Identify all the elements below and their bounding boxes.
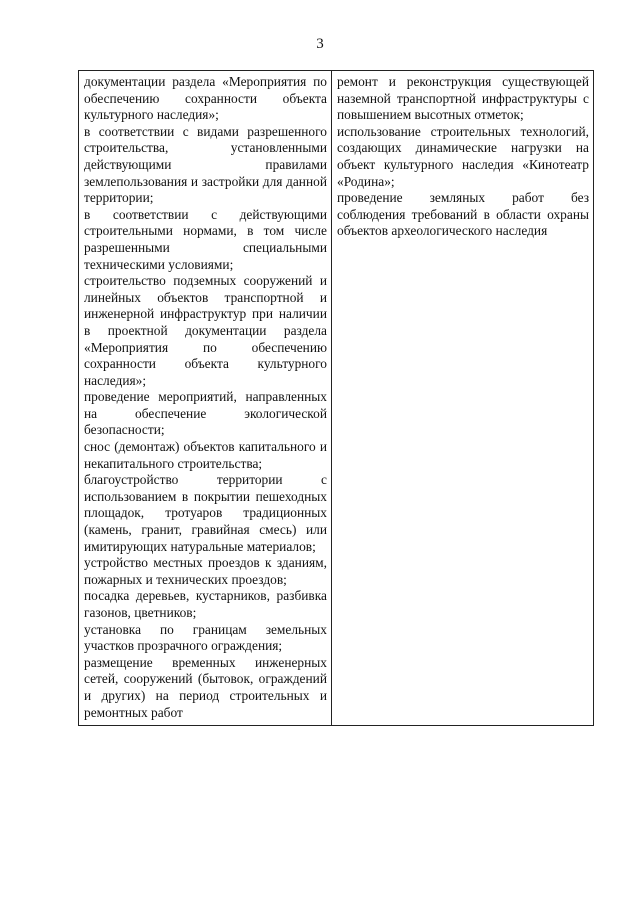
list-item: в соответствии с видами разрешенного строительства, установленными действующими правилами землепользования и застройки для данной территории; bbox=[84, 123, 327, 206]
list-item: благоустройство территории с использованием в покрытии пешеходных площадок, тротуаров традиционных (камень, гранит, гравийная смесь) или имитирующих натуральные материалов; bbox=[84, 472, 327, 554]
list-item: проведение мероприятий, направленных на обеспечение экологической безопасности; bbox=[84, 389, 327, 438]
list-item: в соответствии с действующими строительными нормами, в том числе разрешенными специальными техническими условиями; bbox=[84, 206, 327, 272]
list-item: устройство местных проездов к зданиям, пожарных и технических проездов; bbox=[84, 555, 327, 587]
list-item: посадка деревьев, кустарников, разбивка газонов, цветников; bbox=[84, 588, 327, 620]
list-item: установка по границам земельных участков прозрачного ограждения; bbox=[84, 621, 327, 654]
list-item: проведение земляных работ без соблюдения требований в области охраны объектов археологического наследия bbox=[337, 190, 589, 239]
page-number: 3 bbox=[316, 36, 324, 52]
list-item: ремонт и реконструкция существующей наземной транспортной инфраструктуры с повышением высотных отметок; bbox=[337, 74, 589, 123]
permitted-works-cell bbox=[79, 71, 332, 726]
list-item: размещение временных инженерных сетей, сооружений (бытовок, ограждений и других) на период строительных и ремонтных работ bbox=[84, 654, 327, 720]
prohibited-works-cell bbox=[332, 71, 594, 726]
list-item: строительство подземных сооружений и линейных объектов транспортной и инженерной инфраструктур при наличии в проектной документации раздела «Мероприятия по обеспечению сохранности объекта культурного наследия»; bbox=[84, 273, 327, 388]
list-item: снос (демонтаж) объектов капитального и некапитального строительства; bbox=[84, 439, 327, 471]
regulations-table bbox=[78, 70, 594, 726]
table-row bbox=[79, 71, 594, 726]
list-item: использование строительных технологий, создающих динамические нагрузки на объект культурного наследия «Кинотеатр «Родина»; bbox=[337, 123, 589, 189]
list-item: документации раздела «Мероприятия по обеспечению сохранности объекта культурного наследия»; bbox=[84, 74, 327, 123]
